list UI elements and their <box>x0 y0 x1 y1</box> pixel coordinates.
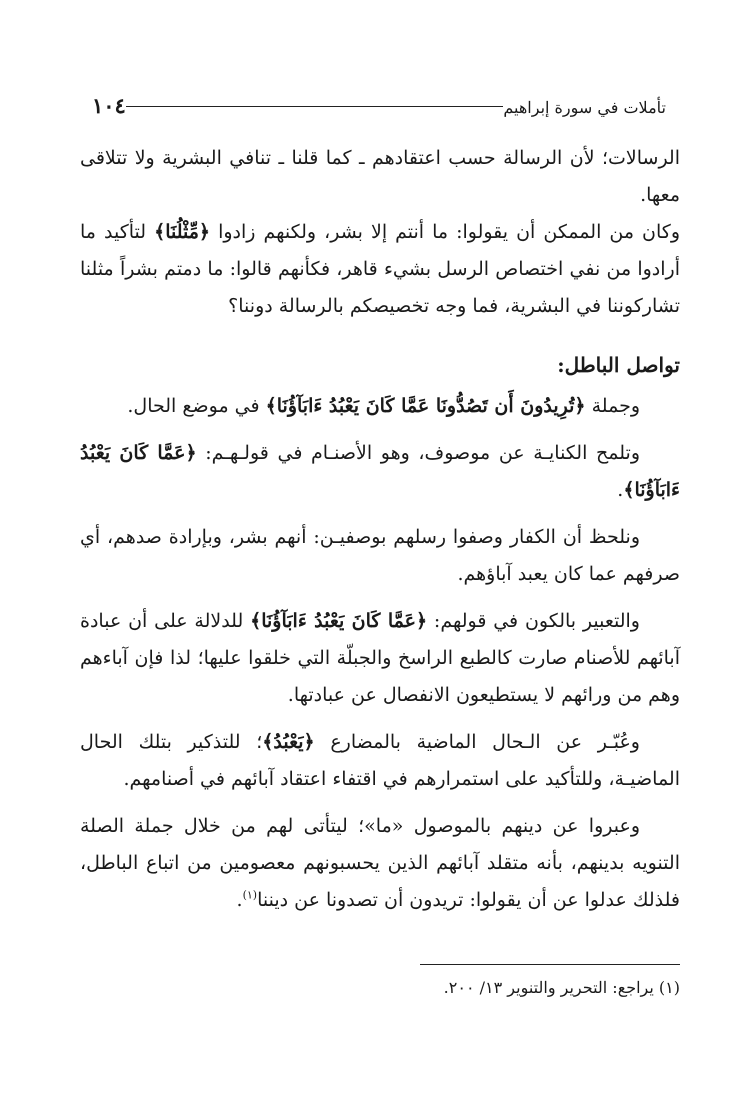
paragraph-2 <box>80 214 680 325</box>
paragraph-7-text-a: وعُبّـر عن الـحال الماضية بالمضارع <box>314 731 640 753</box>
paragraph-4 <box>80 435 680 509</box>
paragraph-8 <box>80 808 680 919</box>
paragraph-7-text-b: ؛ للتذكير بتلك الحال الماضيـة، وللتأكيد على استمرارهم في اقتفاء اعتقاد آبائهم في أصنامهم. <box>80 731 680 790</box>
quran-quote: ﴿يَعْبُدُ﴾ <box>262 731 315 753</box>
quran-quote: ﴿مِّثْلُنَا﴾ <box>154 221 211 243</box>
paragraph-6-text-a: والتعبير بالكون في قولهم: <box>427 610 640 632</box>
paragraph-3-text-a: وجملة <box>585 395 640 417</box>
paragraph-8-text-a: وعبروا عن دينهم بالموصول «ما»؛ ليتأتى لهم من خلال جملة الصلة التنويه بدينهم، بأنه متقلد آبائهم الذين يحسبونهم معصومين من اتباع الباطل، فلذلك عدلوا عن أن يقولوا: تريدون أن تصدونا عن ديننا <box>80 815 680 911</box>
paragraph-7 <box>80 724 680 798</box>
quran-quote: ﴿عَمَّا كَانَ يَعْبُدُ ءَابَآؤُنَا﴾ <box>250 610 428 632</box>
paragraph-1 <box>80 140 680 214</box>
paragraph-3-text-b: في موضع الحال. <box>127 395 266 417</box>
footnote: (١) يراجع: التحرير والتنوير ١٣/ ٢٠٠. <box>443 978 680 997</box>
page-body <box>80 140 680 919</box>
paragraph-2-text-b: لتأكيد ما أرادوا من نفي اختصاص الرسل بشيء قاهر، فكأنهم قالوا: ما دمتم بشراً مثلنا تشاركوننا في البشرية، فما وجه تخصيصكم بالرسالة دوننا؟ <box>80 221 680 317</box>
paragraph-5 <box>80 519 680 593</box>
paragraph-5-text: ونلحظ أن الكفار وصفوا رسلهم بوصفيـن: أنهم بشر، وبإرادة صدهم، أي صرفهم عما كان يعبد آباؤهم. <box>80 526 680 585</box>
paragraph-8-text-b: . <box>236 889 243 911</box>
paragraph-2-text-a: وكان من الممكن أن يقولوا: ما أنتم إلا بشر، ولكنهم زادوا <box>210 221 680 243</box>
paragraph-4-text-b: . <box>617 479 624 501</box>
quran-quote: ﴿عَمَّا كَانَ يَعْبُدُ ءَابَآؤُنَا﴾ <box>80 442 680 501</box>
footnote-rule <box>420 964 680 965</box>
paragraph-4-text-a: وتلمح الكنايـة عن موصوف، وهو الأصنـام في قولـهـم: <box>196 442 641 464</box>
running-title: تأملات في سورة إبراهيم <box>503 100 680 116</box>
quran-quote: ﴿تُرِيدُونَ أَن تَصُدُّونَا عَمَّا كَانَ يَعْبُدُ ءَابَآؤُنَا﴾ <box>265 395 586 417</box>
paragraph-3 <box>80 388 680 425</box>
page-header <box>80 86 680 116</box>
paragraph-6 <box>80 603 680 714</box>
book-page <box>80 86 680 1086</box>
page-number: ١٠٤ <box>80 95 126 116</box>
footnote-reference[interactable]: (١) <box>242 888 258 902</box>
section-heading: تواصل الباطل: <box>557 353 680 377</box>
paragraph-6-text-b: للدلالة على أن عبادة آبائهم للأصنام صارت كالطبع الراسخ والجبلّة التي خلقوا عليها؛ لذا فإن آباءهم وهم من ورائهم لا يستطيعون الانفصال عن عبادتها. <box>80 610 680 706</box>
paragraph-1-text: الرسالات؛ لأن الرسالة حسب اعتقادهم ـ كما قلنا ـ تنافي البشرية ولا تتلاقى معها. <box>80 147 680 206</box>
